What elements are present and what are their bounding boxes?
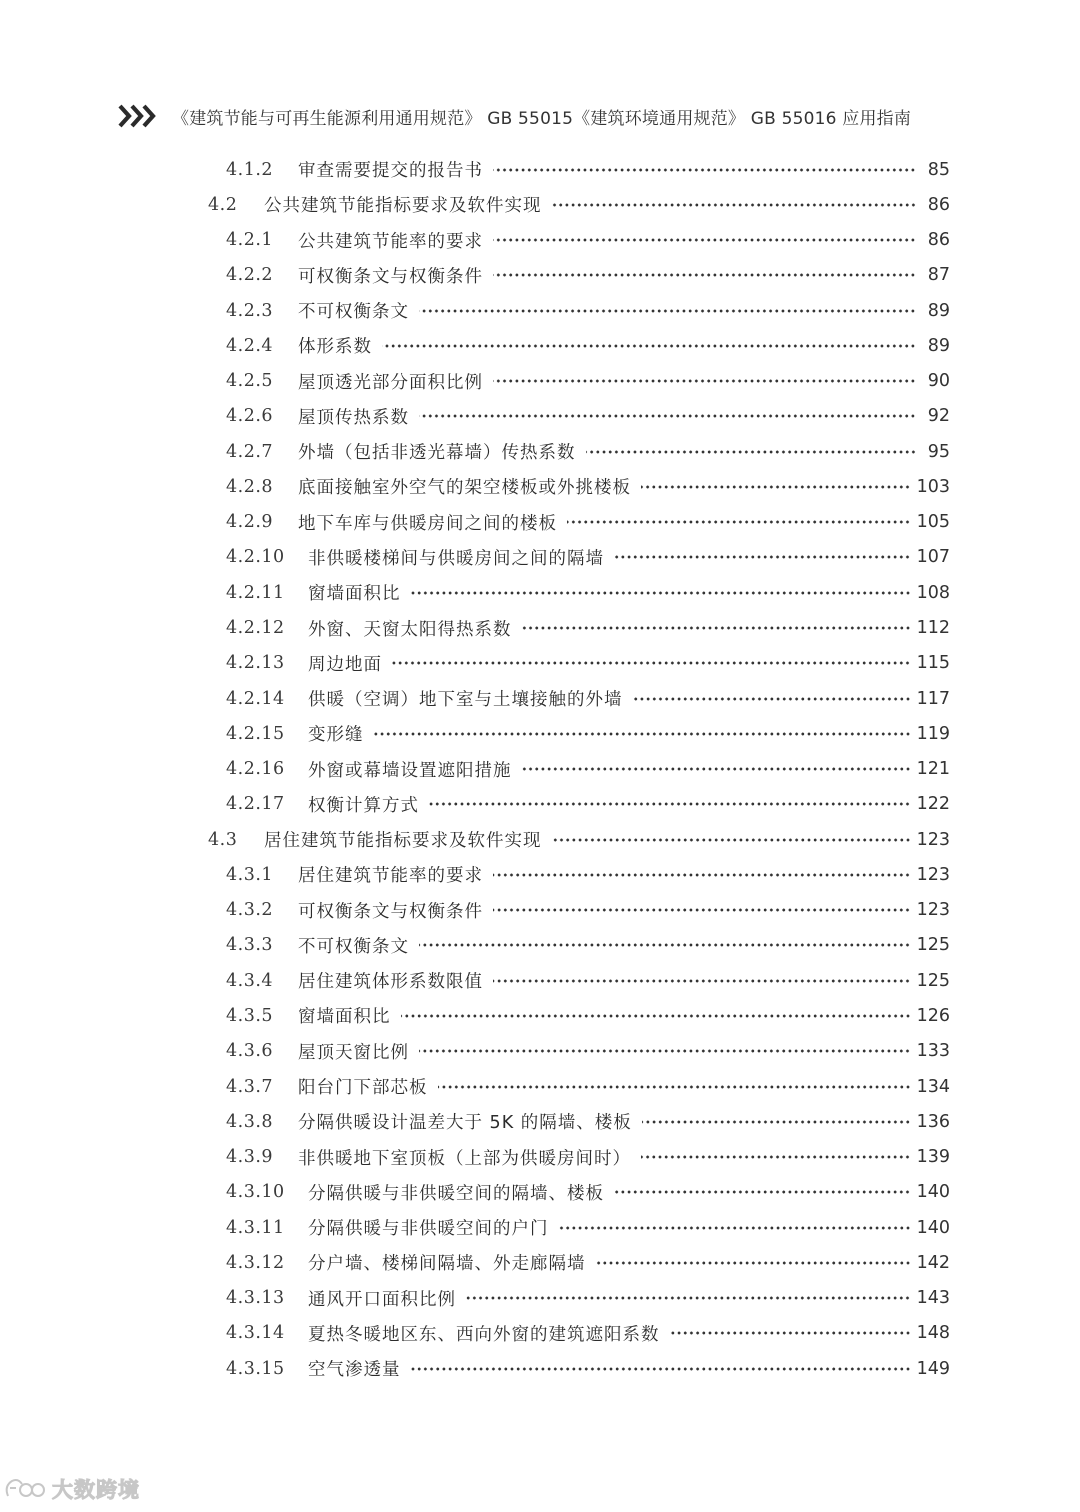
toc-entry-title: 可权衡条文与权衡条件 — [298, 901, 483, 922]
toc-dot-leader — [401, 1014, 911, 1018]
toc-subsection-entry[interactable] — [226, 681, 950, 716]
toc-dot-leader — [493, 379, 916, 383]
toc-page-number: 119 — [916, 723, 950, 744]
toc-subsection-entry[interactable] — [226, 1034, 950, 1069]
toc-entry-title: 体形系数 — [298, 337, 372, 358]
toc-subsection-entry[interactable] — [226, 505, 950, 540]
toc-subsection-entry[interactable] — [226, 1069, 950, 1104]
toc-entry-number: 4.2.15 — [226, 723, 285, 744]
toc-subsection-entry[interactable] — [226, 1210, 950, 1245]
toc-subsection-entry[interactable] — [226, 293, 950, 328]
toc-subsection-entry[interactable] — [226, 611, 950, 646]
toc-entry-title: 空气渗透量 — [308, 1360, 401, 1381]
toc-entry-title: 底面接触室外空气的架空楼板或外挑楼板 — [298, 478, 631, 499]
toc-dot-leader — [419, 414, 916, 418]
toc-entry-title: 窗墙面积比 — [298, 1007, 391, 1028]
toc-entry-number: 4.3.2 — [226, 900, 274, 921]
toc-entry-number: 4.2.1 — [226, 230, 274, 251]
toc-entry-number: 4.2.5 — [226, 371, 274, 392]
toc-entry-title: 非供暖楼梯间与供暖房间之间的隔墙 — [308, 548, 604, 569]
toc-entry-number: 4.3.3 — [226, 935, 274, 956]
toc-dot-leader — [567, 520, 911, 524]
toc-entry-title: 地下车库与供暖房间之间的楼板 — [298, 513, 557, 534]
toc-subsection-entry[interactable] — [226, 1316, 950, 1351]
toc-subsection-entry[interactable] — [226, 434, 950, 469]
toc-entry-title: 居住建筑节能指标要求及软件实现 — [264, 831, 542, 852]
toc-page-number: 105 — [916, 512, 950, 533]
toc-subsection-entry[interactable] — [226, 787, 950, 822]
toc-page-number: 123 — [916, 900, 950, 921]
toc-entry-title: 居住建筑体形系数限值 — [298, 972, 483, 993]
toc-entry-number: 4.2.6 — [226, 406, 274, 427]
toc-page-number: 103 — [916, 476, 950, 497]
toc-entry-title: 供暖（空调）地下室与土壤接触的外墙 — [308, 690, 623, 711]
toc-entry-title: 屋顶透光部分面积比例 — [298, 372, 483, 393]
toc-entry-number: 4.2.7 — [226, 441, 274, 462]
watermark — [2, 1474, 140, 1504]
toc-page-number: 140 — [916, 1217, 950, 1238]
toc-subsection-entry[interactable] — [226, 399, 950, 434]
toc-subsection-entry[interactable] — [226, 1140, 950, 1175]
toc-entry-title: 分户墙、楼梯间隔墙、外走廊隔墙 — [308, 1254, 586, 1275]
toc-entry-number: 4.3.11 — [226, 1217, 285, 1238]
toc-entry-number: 4.2.9 — [226, 512, 274, 533]
toc-subsection-entry[interactable] — [226, 893, 950, 928]
toc-page-number: 125 — [916, 935, 950, 956]
toc-entry-title: 可权衡条文与权衡条件 — [298, 266, 483, 287]
toc-entry-number: 4.2.2 — [226, 265, 274, 286]
toc-dot-leader — [411, 591, 911, 595]
triple-chevron-right-icon — [118, 104, 158, 128]
toc-entry-number: 4.1.2 — [226, 159, 274, 180]
toc-entry-title: 不可权衡条文 — [298, 936, 409, 957]
toc-dot-leader — [392, 661, 911, 665]
watermark-text: 大数跨境 — [52, 1478, 140, 1502]
toc-entry-number: 4.2.14 — [226, 688, 285, 709]
toc-subsection-entry[interactable] — [226, 575, 950, 610]
toc-dot-leader — [586, 450, 917, 454]
toc-subsection-entry[interactable] — [226, 752, 950, 787]
toc-dot-leader — [419, 943, 911, 947]
toc-page-number: 125 — [916, 970, 950, 991]
toc-page-number: 121 — [916, 759, 950, 780]
toc-page-number: 122 — [916, 794, 950, 815]
toc-entry-title: 变形缝 — [308, 725, 364, 746]
toc-entry-title: 阳台门下部芯板 — [298, 1078, 428, 1099]
toc-entry-title: 权衡计算方式 — [308, 795, 419, 816]
toc-page-number: 142 — [916, 1252, 950, 1273]
toc-entry-title: 夏热冬暖地区东、西向外窗的建筑遮阳系数 — [308, 1324, 660, 1345]
toc-entry-number: 4.2.11 — [226, 582, 285, 603]
toc-page-number: 117 — [916, 688, 950, 709]
toc-entry-title: 通风开口面积比例 — [308, 1289, 456, 1310]
toc-subsection-entry[interactable] — [226, 328, 950, 363]
toc-entry-number: 4.3.4 — [226, 970, 274, 991]
toc-dot-leader — [382, 344, 916, 348]
toc-entry-title: 分隔供暖与非供暖空间的户门 — [308, 1219, 549, 1240]
toc-page-number: 139 — [916, 1147, 950, 1168]
toc-dot-leader — [614, 555, 911, 559]
toc-entry-number: 4.2.3 — [226, 300, 274, 321]
toc-entry-number: 4.3.1 — [226, 864, 274, 885]
toc-page-number: 85 — [927, 159, 950, 180]
toc-page-number: 133 — [916, 1041, 950, 1062]
toc-subsection-entry[interactable] — [226, 998, 950, 1033]
toc-subsection-entry[interactable] — [226, 1104, 950, 1139]
toc-dot-leader — [522, 767, 911, 771]
page-header-title: 《建筑节能与可再生能源利用通用规范》 GB 55015《建筑环境通用规范》 GB 55016 应用指南 — [172, 108, 912, 129]
toc-entry-number: 4.3.12 — [226, 1252, 285, 1273]
toc-subsection-entry[interactable] — [226, 1281, 950, 1316]
toc-dot-leader — [493, 238, 916, 242]
toc-page-number: 86 — [927, 230, 950, 251]
toc-entry-number: 4.2.12 — [226, 618, 285, 638]
toc-page-number: 134 — [916, 1076, 950, 1097]
toc-dot-leader — [670, 1331, 911, 1335]
toc-entry-title: 不可权衡条文 — [298, 302, 409, 323]
toc-entry-number: 4.3.14 — [226, 1323, 285, 1344]
toc-entry-number: 4.2.4 — [226, 335, 274, 356]
toc-entry-title: 周边地面 — [308, 654, 382, 675]
toc-entry-title: 分隔供暖设计温差大于 5K 的隔墙、楼板 — [298, 1113, 632, 1134]
toc-page-number: 107 — [916, 547, 950, 568]
toc-entry-title: 外窗或幕墙设置遮阳措施 — [308, 760, 512, 781]
toc-dot-leader — [493, 273, 916, 277]
toc-dot-leader — [596, 1261, 911, 1265]
toc-page-number: 115 — [916, 653, 950, 674]
toc-dot-leader — [419, 309, 916, 313]
toc-entry-title: 分隔供暖与非供暖空间的隔墙、楼板 — [308, 1183, 604, 1204]
toc-entry-number: 4.2.10 — [226, 547, 285, 568]
toc-dot-leader — [614, 1190, 911, 1194]
dashu-logo-icon — [2, 1476, 48, 1502]
toc-page-number: 86 — [927, 194, 950, 215]
toc-page-number: 140 — [916, 1182, 950, 1203]
toc-entry-title: 窗墙面积比 — [308, 584, 401, 605]
toc-page-number: 123 — [916, 864, 950, 885]
toc-page-number: 92 — [927, 406, 950, 427]
toc-page-number: 87 — [927, 265, 950, 286]
toc-page-number: 123 — [916, 829, 950, 850]
toc-page-number: 143 — [916, 1288, 950, 1309]
toc-entry-number: 4.3.7 — [226, 1076, 274, 1097]
toc-subsection-entry[interactable] — [226, 1175, 950, 1210]
toc-page-number: 108 — [916, 582, 950, 603]
toc-entry-number: 4.2 — [208, 194, 238, 215]
toc-subsection-entry[interactable] — [226, 716, 950, 751]
toc-entry-title: 公共建筑节能率的要求 — [298, 231, 483, 252]
toc-page-number: 89 — [927, 335, 950, 356]
toc-subsection-entry[interactable] — [226, 1351, 950, 1386]
toc-entry-number: 4.2.8 — [226, 476, 274, 497]
toc-entry-title: 非供暖地下室顶板（上部为供暖房间时） — [298, 1148, 631, 1169]
toc-subsection-entry[interactable] — [226, 646, 950, 681]
toc-entry-title: 审查需要提交的报告书 — [298, 161, 483, 181]
toc-dot-leader — [493, 979, 911, 983]
toc-dot-leader — [493, 168, 916, 172]
toc-page-number: 90 — [927, 371, 950, 392]
toc-entry-number: 4.3.5 — [226, 1005, 274, 1026]
toc-entry-title: 屋顶传热系数 — [298, 407, 409, 428]
toc-entry-number: 4.3.15 — [226, 1358, 285, 1379]
toc-page-number: 112 — [916, 618, 950, 638]
toc-dot-leader — [374, 732, 911, 736]
toc-dot-leader — [411, 1367, 911, 1371]
toc-dot-leader — [559, 1226, 911, 1230]
toc-subsection-entry[interactable] — [226, 928, 950, 963]
toc-subsection-entry[interactable] — [226, 152, 950, 187]
toc-page-number: 149 — [916, 1358, 950, 1379]
page-header — [118, 98, 911, 134]
toc-subsection-entry[interactable] — [226, 258, 950, 293]
toc-entry-title: 外窗、天窗太阳得热系数 — [308, 619, 512, 640]
toc-subsection-entry[interactable] — [226, 540, 950, 575]
toc-page-number: 148 — [916, 1323, 950, 1344]
toc-subsection-entry[interactable] — [226, 364, 950, 399]
toc-dot-leader — [419, 1049, 911, 1053]
toc-entry-number: 4.3.8 — [226, 1111, 274, 1132]
toc-dot-leader — [552, 838, 911, 842]
toc-dot-leader — [466, 1296, 911, 1300]
toc-page-number: 136 — [916, 1111, 950, 1132]
toc-entry-number: 4.2.16 — [226, 759, 285, 780]
toc-section-entry[interactable] — [208, 187, 950, 222]
toc-subsection-entry[interactable] — [226, 1245, 950, 1280]
toc-dot-leader — [429, 802, 911, 806]
toc-dot-leader — [438, 1085, 911, 1089]
toc-dot-leader — [633, 697, 911, 701]
toc-entry-number: 4.3 — [208, 829, 238, 850]
toc-dot-leader — [493, 873, 911, 877]
toc-dot-leader — [641, 485, 911, 489]
toc-dot-leader — [552, 203, 917, 207]
toc-entry-title: 外墙（包括非透光幕墙）传热系数 — [298, 443, 576, 464]
toc-dot-leader — [642, 1120, 911, 1124]
toc-entry-number: 4.2.17 — [226, 794, 285, 815]
toc-subsection-entry[interactable] — [226, 223, 950, 258]
toc-entry-number: 4.3.13 — [226, 1288, 285, 1309]
toc-entry-title: 居住建筑节能率的要求 — [298, 866, 483, 887]
toc-entry-number: 4.3.10 — [226, 1182, 285, 1203]
toc-dot-leader — [522, 626, 911, 630]
toc-subsection-entry[interactable] — [226, 469, 950, 504]
toc-entry-number: 4.3.6 — [226, 1041, 274, 1062]
toc-dot-leader — [493, 908, 911, 912]
toc-page-number: 126 — [916, 1005, 950, 1026]
toc-page-number: 89 — [927, 300, 950, 321]
toc-page-number: 95 — [927, 441, 950, 462]
toc-subsection-entry[interactable] — [226, 963, 950, 998]
toc-subsection-entry[interactable] — [226, 857, 950, 892]
toc-dot-leader — [641, 1155, 911, 1159]
toc-entry-title: 屋顶天窗比例 — [298, 1042, 409, 1063]
toc-entry-number: 4.3.9 — [226, 1147, 274, 1168]
toc-section-entry[interactable] — [208, 822, 950, 857]
toc-entry-number: 4.2.13 — [226, 653, 285, 674]
toc-entry-title: 公共建筑节能指标要求及软件实现 — [264, 196, 542, 217]
